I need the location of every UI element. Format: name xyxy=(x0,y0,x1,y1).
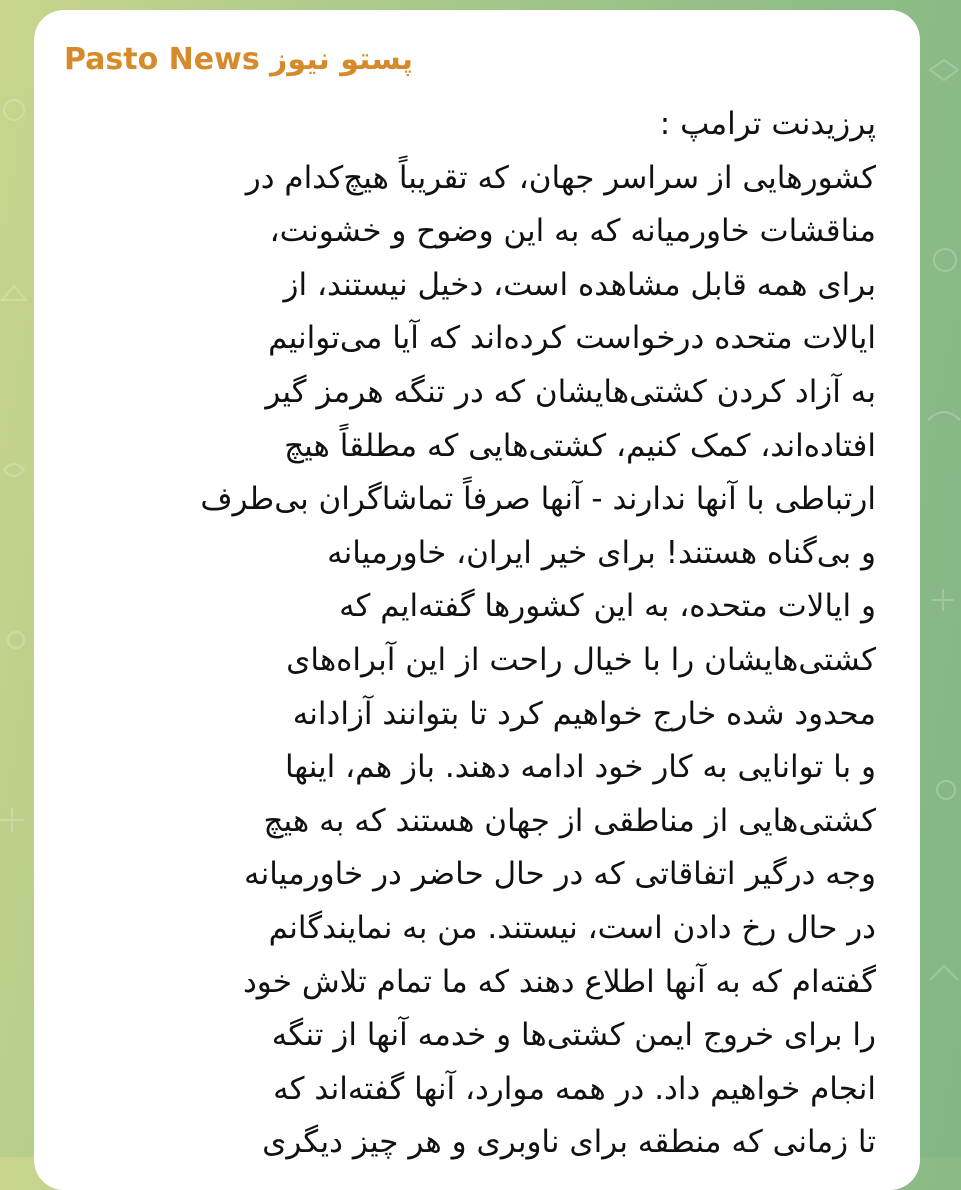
message-line: کشتی‌هایی از مناطقی از جهان هستند که به هیچ xyxy=(263,802,876,839)
message-line: گفته‌ام که به آنها اطلاع دهند که ما تمام تلاش خود xyxy=(243,963,876,1000)
message-line: برای همه قابل مشاهده است، دخیل نیستند، از xyxy=(283,266,876,303)
message-line: کشتی‌هایشان را با خیال راحت از این آبراه‌های xyxy=(286,641,876,678)
message-line: کشورهایی از سراسر جهان، که تقریباً هیچ‌کدام در xyxy=(245,159,876,196)
message-line: ایالات متحده درخواست کرده‌اند که آیا می‌توانیم xyxy=(268,320,876,357)
message-line: و بی‌گناه هستند! برای خیر ایران، خاورمیانه xyxy=(327,534,876,571)
message-line: وجه درگیر اتفاقاتی که در حال حاضر در خاورمیانه xyxy=(244,856,876,893)
message-line: را برای خروج ایمن کشتی‌ها و خدمه آنها از تنگه xyxy=(271,1017,876,1054)
sender-name[interactable]: Pasto News پستو نیوز xyxy=(64,42,414,77)
message-line: پرزیدنت ترامپ : xyxy=(659,106,876,142)
message-line: و با توانایی به کار خود ادامه دهند. باز هم، اینها xyxy=(284,749,876,786)
message-bubble[interactable] xyxy=(34,10,920,1190)
message-line: و ایالات متحده، به این کشورها گفته‌ایم که xyxy=(339,588,876,625)
message-line: انجام خواهیم داد. در همه موارد، آنها گفته‌اند که xyxy=(273,1070,876,1107)
message-line: در حال رخ دادن است، نیستند. من به نمایندگانم xyxy=(268,909,876,946)
message-line: محدود شده خارج خواهیم کرد تا بتوانند آزادانه xyxy=(292,695,876,732)
message-line: افتاده‌اند، کمک کنیم، کشتی‌هایی که مطلقاً هیچ xyxy=(284,427,876,464)
message-line: تا زمانی که منطقه برای ناوبری و هر چیز دیگری xyxy=(262,1124,876,1161)
message-text xyxy=(64,98,876,1170)
message-line: مناقشات خاورمیانه که به این وضوح و خشونت، xyxy=(269,213,876,250)
message-line: به آزاد کردن کشتی‌هایشان که در تنگه هرمز گیر xyxy=(265,373,876,410)
message-line: ارتباطی با آنها ندارند - آنها صرفاً تماشاگران بی‌طرف xyxy=(200,481,876,518)
